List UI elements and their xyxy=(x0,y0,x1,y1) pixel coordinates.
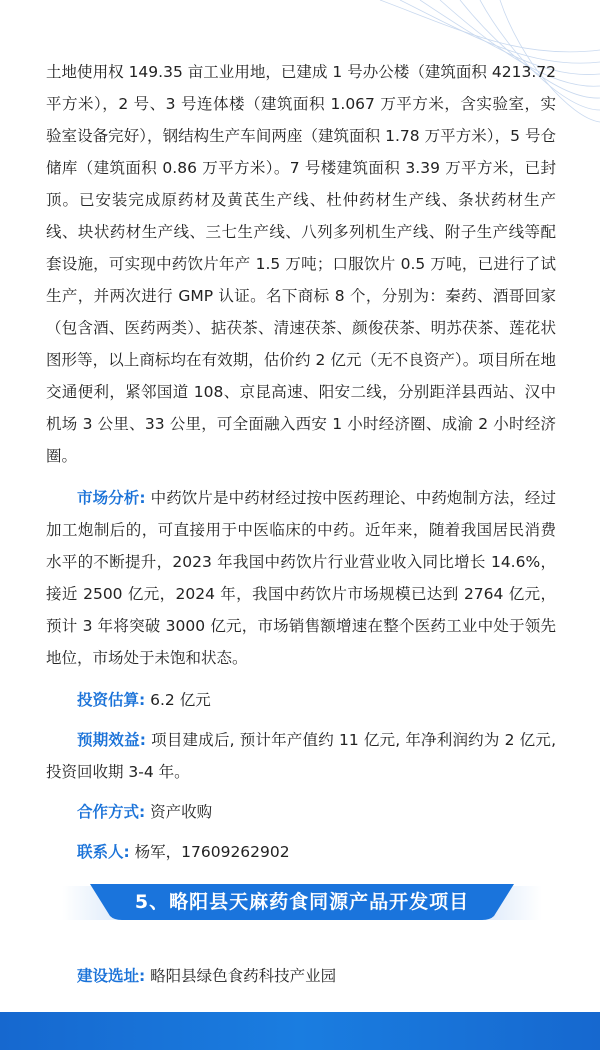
footer-bar xyxy=(0,1012,600,1050)
section-banner-title: 5、略阳县天麻药食同源产品开发项目 xyxy=(134,891,470,913)
section-banner xyxy=(62,882,542,922)
investment-estimate xyxy=(46,684,556,716)
benefit-label: 预期效益: xyxy=(77,731,147,749)
market-analysis-label: 市场分析: xyxy=(77,489,146,507)
location-text: 略阳县绿色食药科技产业园 xyxy=(145,967,337,985)
construction-site xyxy=(46,960,556,992)
expected-benefit xyxy=(46,724,556,788)
cooperation-method xyxy=(46,796,556,828)
main-content xyxy=(46,56,556,868)
market-analysis xyxy=(46,482,556,674)
investment-text: 6.2 亿元 xyxy=(145,691,211,709)
body-paragraph: 土地使用权 149.35 亩工业用地，已建成 1 号办公楼（建筑面积 4213.72 平方米），2 号、3 号连体楼（建筑面积 1.067 万平方米，含实验室，实验室设备完好），钢结构生产车间两座（建筑面积 1.78 万平方米），5 号仓储库（建筑面积 0.86 万平方米）。7 号楼建筑面积 3.39 万平方米，已封顶。已安装完成原药材及黄芪生产线、杜仲药材生产线、条状药材生产线、块状药材生产线、三七生产线、八列多列机生产线、附子生产线等配套设施，可实现中药饮片年产 1.5 万吨；口服饮片 0.5 万吨，已进行了试生产，并两次进行 GMP 认证。名下商标 8 个，分别为：秦药、酒哥回家（包含酒、医药两类）、掂茯茶、清速茯茶、颜俊茯茶、明苏茯茶、莲花状图形等，以上商标均在有效期，估价约 2 亿元（无不良资产）。项目所在地交通便利，紧邻国道 108、京昆高速、阳安二线，分别距洋县西站、汉中机场 3 公里、33 公里，可全面融入西安 1 小时经济圈、成渝 2 小时经济圈。 xyxy=(46,63,556,465)
benefit-text: 项目建成后, 预计年产值约 11 亿元, 年净利润约为 2 亿元, 投资回收期 3-4 年。 xyxy=(46,731,557,781)
location-label: 建设选址: xyxy=(77,967,146,985)
cooperation-label: 合作方式: xyxy=(77,803,146,821)
contact-person xyxy=(46,836,556,868)
market-analysis-text: 中药饮片是中药材经过按中医药理论、中药炮制方法，经过加工炮制后的，可直接用于中医临床的中药。近年来，随着我国居民消费水平的不断提升，2023 年我国中药饮片行业营业收入同比增长 14.6%，接近 2500 亿元，2024 年，我国中药饮片市场规模已达到 2764 亿元，预计 3 年将突破 3000 亿元，市场销售额增速在整个医药工业中处于领先地位，市场处于未饱和状态。 xyxy=(46,489,557,667)
investment-label: 投资估算: xyxy=(77,691,146,709)
contact-text: 杨军，17609262902 xyxy=(129,843,290,861)
contact-label: 联系人: xyxy=(77,843,130,861)
location-section xyxy=(46,960,556,992)
cooperation-text: 资产收购 xyxy=(145,803,213,821)
